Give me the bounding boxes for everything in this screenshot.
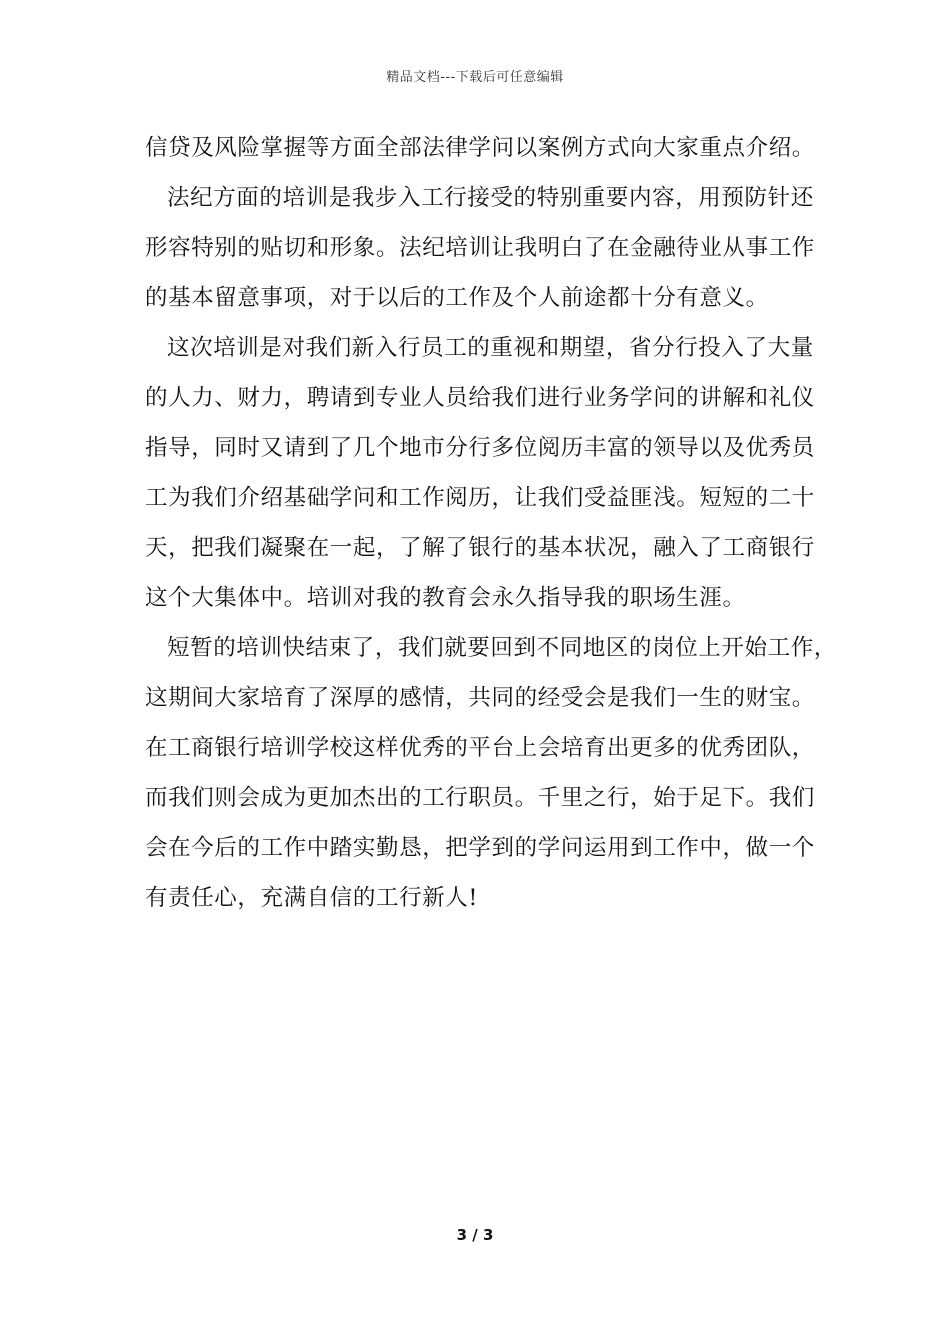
text-line: 指导，同时又请到了几个地市分行多位阅历丰富的领导以及优秀员 [145, 435, 815, 461]
text-line: 会在今后的工作中踏实勤恳，把学到的学问运用到工作中，做一个 [145, 835, 815, 861]
text-line: 工为我们介绍基础学问和工作阅历，让我们受益匪浅。短短的二十 [145, 485, 815, 511]
text-line: 有责任心，充满自信的工行新人! [145, 885, 479, 911]
text-line: 而我们则会成为更加杰出的工行职员。千里之行，始于足下。我们 [145, 785, 815, 811]
text-line: 这个大集体中。培训对我的教育会永久指导我的职场生涯。 [145, 585, 746, 611]
text-line: 法纪方面的培训是我步入工行接受的特别重要内容，用预防针还 [167, 185, 814, 211]
text-line: 这期间大家培育了深厚的感情，共同的经受会是我们一生的财宝。 [145, 685, 815, 711]
page-number: 3 / 3 [456, 1226, 494, 1244]
text-line: 这次培训是对我们新入行员工的重视和期望，省分行投入了大量 [167, 335, 814, 361]
text-line: 的人力、财力，聘请到专业人员给我们进行业务学问的讲解和礼仪 [145, 385, 815, 411]
text-line: 在工商银行培训学校这样优秀的平台上会培育出更多的优秀团队， [145, 735, 815, 761]
text-line: 信贷及风险掌握等方面全部法律学问以案例方式向大家重点介绍。 [145, 135, 815, 161]
page-header: 精品文档---下载后可任意编辑 [386, 70, 564, 85]
text-line: 天，把我们凝聚在一起，了解了银行的基本状况，融入了工商银行 [145, 535, 815, 561]
text-line: 的基本留意事项，对于以后的工作及个人前途都十分有意义。 [145, 285, 769, 311]
text-line: 形容特别的贴切和形象。法纪培训让我明白了在金融待业从事工作 [145, 235, 815, 261]
text-line: 短暂的培训快结束了，我们就要回到不同地区的岗位上开始工作， [167, 635, 837, 661]
document-body [145, 130, 837, 930]
